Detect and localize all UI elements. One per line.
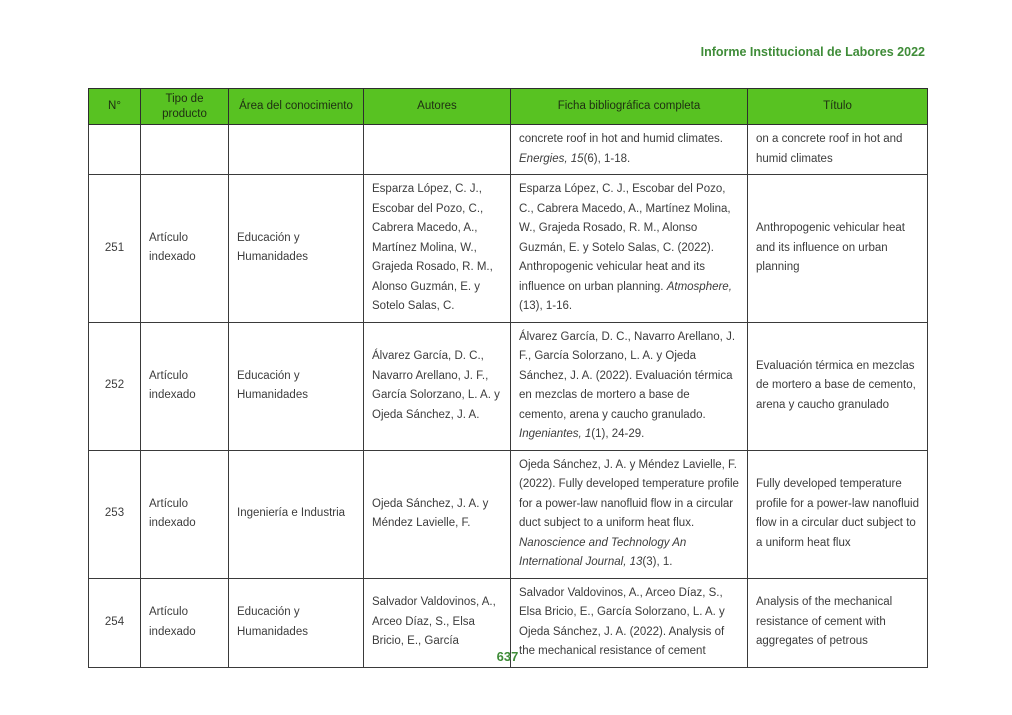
cell-titulo: on a concrete roof in hot and humid climates — [748, 125, 928, 175]
cell-area — [229, 125, 364, 175]
table-row — [89, 450, 928, 578]
column-header-area: Área del conocimiento — [229, 89, 364, 125]
column-header-ficha: Ficha bibliográfica completa — [511, 89, 748, 125]
cell-autores — [364, 125, 511, 175]
cell-ficha: Esparza López, C. J., Escobar del Pozo, C., Cabrera Macedo, A., Martínez Molina, W., Grajeda Rosado, R. M., Alonso Guzmán, E. y Sotelo Salas, C. (2022). Anthropogenic vehicular heat and its influence on urban planning. Atmosphere, (13), 1-16. — [511, 175, 748, 323]
cell-tipo: Artículo indexado — [141, 322, 229, 450]
cell-titulo: Fully developed temperature profile for a power-law nanofluid flow in a circular duct subject to a uniform heat flux — [748, 450, 928, 578]
cell-ficha: Ojeda Sánchez, J. A. y Méndez Lavielle, F. (2022). Fully developed temperature profile for a power-law nanofluid flow in a circular duct subject to a uniform heat flux. Nanoscience and Technology An International Journal, 13(3), 1. — [511, 450, 748, 578]
cell-titulo: Analysis of the mechanical resistance of cement with aggregates of petrous — [748, 578, 928, 667]
cell-area: Educación y Humanidades — [229, 578, 364, 667]
cell-num: 253 — [89, 450, 141, 578]
table-row — [89, 322, 928, 450]
cell-num — [89, 125, 141, 175]
cell-autores: Salvador Valdovinos, A., Arceo Díaz, S., Elsa Bricio, E., García — [364, 578, 511, 667]
cell-num: 251 — [89, 175, 141, 323]
cell-tipo — [141, 125, 229, 175]
cell-tipo: Artículo indexado — [141, 578, 229, 667]
table-row — [89, 125, 928, 175]
cell-num: 252 — [89, 322, 141, 450]
cell-titulo: Evaluación térmica en mezclas de mortero a base de cemento, arena y caucho granulado — [748, 322, 928, 450]
column-header-tipo: Tipo de producto — [141, 89, 229, 125]
cell-titulo: Anthropogenic vehicular heat and its influence on urban planning — [748, 175, 928, 323]
cell-ficha: Álvarez García, D. C., Navarro Arellano, J. F., García Solorzano, L. A. y Ojeda Sánchez, J. A. (2022). Evaluación térmica en mezclas de mortero a base de cemento, arena y caucho granulado. Ingeniantes, 1(1), 24-29. — [511, 322, 748, 450]
column-header-autores: Autores — [364, 89, 511, 125]
cell-tipo: Artículo indexado — [141, 450, 229, 578]
cell-tipo: Artículo indexado — [141, 175, 229, 323]
report-title: Informe Institucional de Labores 2022 — [700, 45, 925, 59]
cell-ficha: concrete roof in hot and humid climates. Energies, 15(6), 1-18. — [511, 125, 748, 175]
table-row — [89, 175, 928, 323]
cell-area: Educación y Humanidades — [229, 322, 364, 450]
column-header-titulo: Título — [748, 89, 928, 125]
cell-num: 254 — [89, 578, 141, 667]
table-header-row — [89, 89, 928, 125]
page-number: 637 — [496, 649, 519, 664]
column-header-num: N° — [89, 89, 141, 125]
cell-autores: Esparza López, C. J., Escobar del Pozo, C., Cabrera Macedo, A., Martínez Molina, W., Grajeda Rosado, R. M., Alonso Guzmán, E. y Sotelo Salas, C. — [364, 175, 511, 323]
cell-area: Educación y Humanidades — [229, 175, 364, 323]
cell-autores: Ojeda Sánchez, J. A. y Méndez Lavielle, F. — [364, 450, 511, 578]
cell-ficha: Salvador Valdovinos, A., Arceo Díaz, S., Elsa Bricio, E., García Solorzano, L. A. y Ojeda Sánchez, J. A. (2022). Analysis of the mechanical resistance of cement — [511, 578, 748, 667]
cell-area: Ingeniería e Industria — [229, 450, 364, 578]
publications-table — [88, 88, 928, 668]
cell-autores: Álvarez García, D. C., Navarro Arellano, J. F., García Solorzano, L. A. y Ojeda Sánchez, J. A. — [364, 322, 511, 450]
